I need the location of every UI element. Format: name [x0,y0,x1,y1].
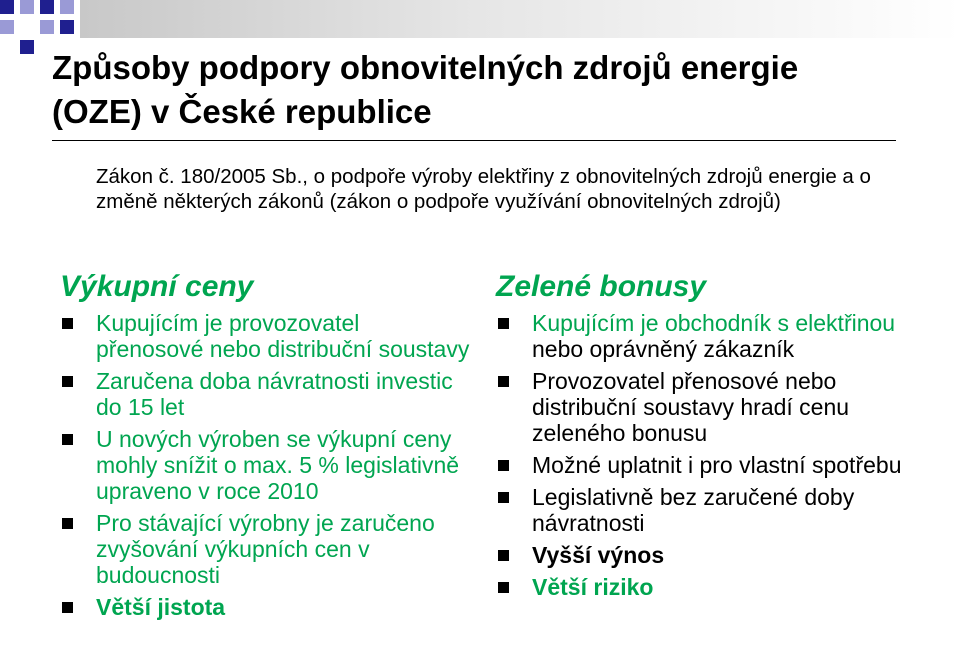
square-bullet-icon [498,376,509,387]
square-bullet-icon [498,492,509,503]
header-gradient-bar [80,0,960,38]
left-column-feed-in-tariffs [60,268,470,626]
list-item: Kupujícím je obchodník s elektřinou nebo oprávněný zákazník [496,310,936,362]
list-item: Provozovatel přenosové nebo distribuční soustavy hradí cenu zeleného bonusu [496,368,936,446]
list-item: Větší jistota [60,594,470,620]
square-bullet-icon [498,550,509,561]
slide-title [52,46,932,134]
law-intro-text: Zákon č. 180/2005 Sb., o podpoře výroby elektřiny z obnovitelných zdrojů energie a o změně některých zákonů (zákon o podpoře využívání obnovitelných zdrojů) [96,165,871,213]
list-item: Pro stávající výrobny je zaručeno zvyšování výkupních cen v budoucnosti [60,510,470,588]
list-item: U nových výroben se výkupní ceny mohly snížit o max. 5 % legislativně upraveno v roce 2010 [60,426,470,504]
title-divider [52,140,896,141]
square-bullet-icon [62,318,73,329]
list-item: Legislativně bez zaručené doby návratnosti [496,484,936,536]
right-column-green-bonuses [496,268,936,606]
square-bullet-icon [498,582,509,593]
list-item: Zaručena doba návratnosti investic do 15 let [60,368,470,420]
square-bullet-icon [62,518,73,529]
square-bullet-icon [498,318,509,329]
square-bullet-icon [62,434,73,445]
list-item: Vyšší výnos [496,542,936,568]
right-column-heading: Zelené bonusy [496,270,707,303]
square-bullet-icon [62,602,73,613]
square-bullet-icon [62,376,73,387]
title-line-1: Způsoby podpory obnovitelných zdrojů energie [52,49,799,86]
title-line-2: (OZE) v České republice [52,93,432,130]
square-bullet-icon [498,460,509,471]
list-item: Větší riziko [496,574,936,600]
list-item: Možné uplatnit i pro vlastní spotřebu [496,452,936,478]
left-column-heading: Výkupní ceny [60,270,254,303]
list-item: Kupujícím je provozovatel přenosové nebo distribuční soustavy [60,310,470,362]
